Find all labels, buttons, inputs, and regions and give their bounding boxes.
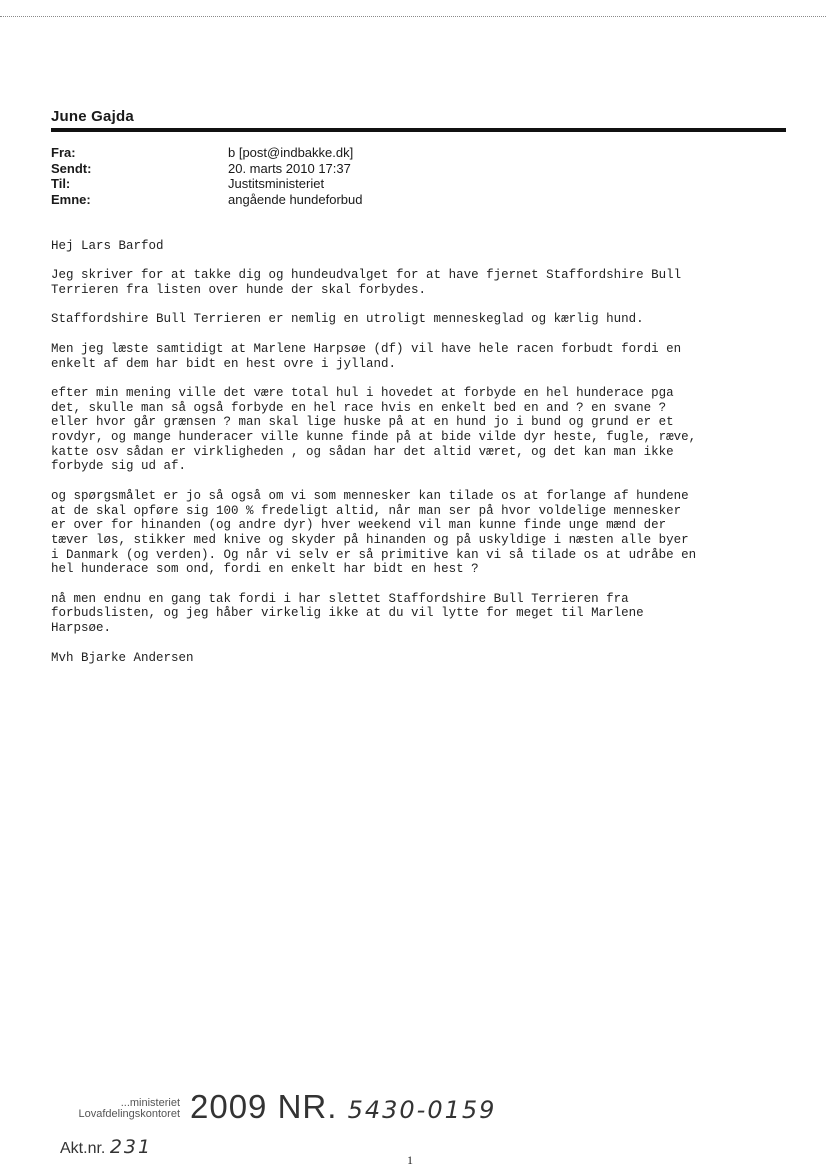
akt-label: Akt.nr. [60,1140,106,1157]
body-paragraph: og spørgsmålet er jo så også om vi som mennesker kan tilade os at forlange af hundene at de skal opføre sig 100 % fredeligt altid, når man ser på hvor voldelige mennesker er over for hinanden (og andre dyr) hver weekend vil man kunne finde unge mænd der tæver løs, stikker med knive og skyder på hinanden og på uskyldige i næsten alle byer i Danmark (og verden). Og når vi selv er så primitive kan vi så tilade os at udråbe en hel hunderace som ond, fordi en enkelt har bidt en hest ? [51,488,697,577]
meta-row-to [51,176,362,192]
body-paragraph: Jeg skriver for at takke dig og hundeudvalget for at have fjernet Staffordshire Bull Terrieren fra listen over hunde der skal forbydes. [51,268,682,298]
email-metadata [51,145,362,208]
sent-label: Sendt: [51,160,92,176]
sender-name-heading: June Gajda [51,108,134,125]
ministry-stamp [62,1098,180,1120]
signature: Mvh Bjarke Andersen [51,650,194,665]
case-number-printed: 2009 NR. [190,1088,338,1125]
top-dotted-rule [0,16,826,17]
header-divider [51,128,786,132]
from-value: b [post@indbakke.dk] [228,145,354,160]
ministry-stamp-line2: Lovafdelingskontoret [78,1108,180,1120]
meta-row-from [51,145,362,161]
subject-label: Emne: [51,192,91,208]
akt-number-stamp [60,1136,152,1158]
akt-number-handwritten: 231 [109,1136,153,1158]
case-number-stamp [190,1088,496,1126]
subject-value: angående hundeforbud [228,192,363,208]
email-body [51,239,791,680]
sent-value: 20. marts 2010 17:37 [228,160,351,176]
to-value: Justitsministeriet [228,176,325,192]
case-number-handwritten: 5430-0159 [347,1096,497,1124]
meta-row-sent [51,161,362,177]
page-number: 1 [407,1153,413,1167]
body-paragraph: Men jeg læste samtidigt at Marlene Harpsøe (df) vil have hele racen forbudt fordi en enkelt af dem har bidt en hest ovre i jylland. [51,341,682,371]
from-label: Fra: [51,145,76,160]
greeting: Hej Lars Barfod [51,239,164,253]
body-paragraph: nå men endnu en gang tak fordi i har slettet Staffordshire Bull Terrieren fra forbudslisten, og jeg håber virkelig ikke at du vil lytte for meget til Marlene Harpsøe. [51,591,644,636]
body-paragraph: efter min mening ville det være total hul i hovedet at forbyde en hel hunderace pga det, skulle man så også forbyde en hel race hvis en enkelt bed en and ? en svane ? eller hvor går grænsen ? man skal lige huske på at en hund jo i bund og grund er et rovdyr, og mange hunderacer ville kunne finde på at bide vilde dyr heste, fugle, ræve, katte osv sådan er virkligheden , og sådan har det altid været, og det kan man ikke forbyde sig ud af. [51,385,697,474]
meta-row-subject [51,192,362,208]
to-label: Til: [51,176,71,192]
body-paragraph: Staffordshire Bull Terrieren er nemlig en utroligt menneskeglad og kærlig hund. [51,312,644,327]
ministry-stamp-line1: ...ministeriet [120,1097,180,1109]
